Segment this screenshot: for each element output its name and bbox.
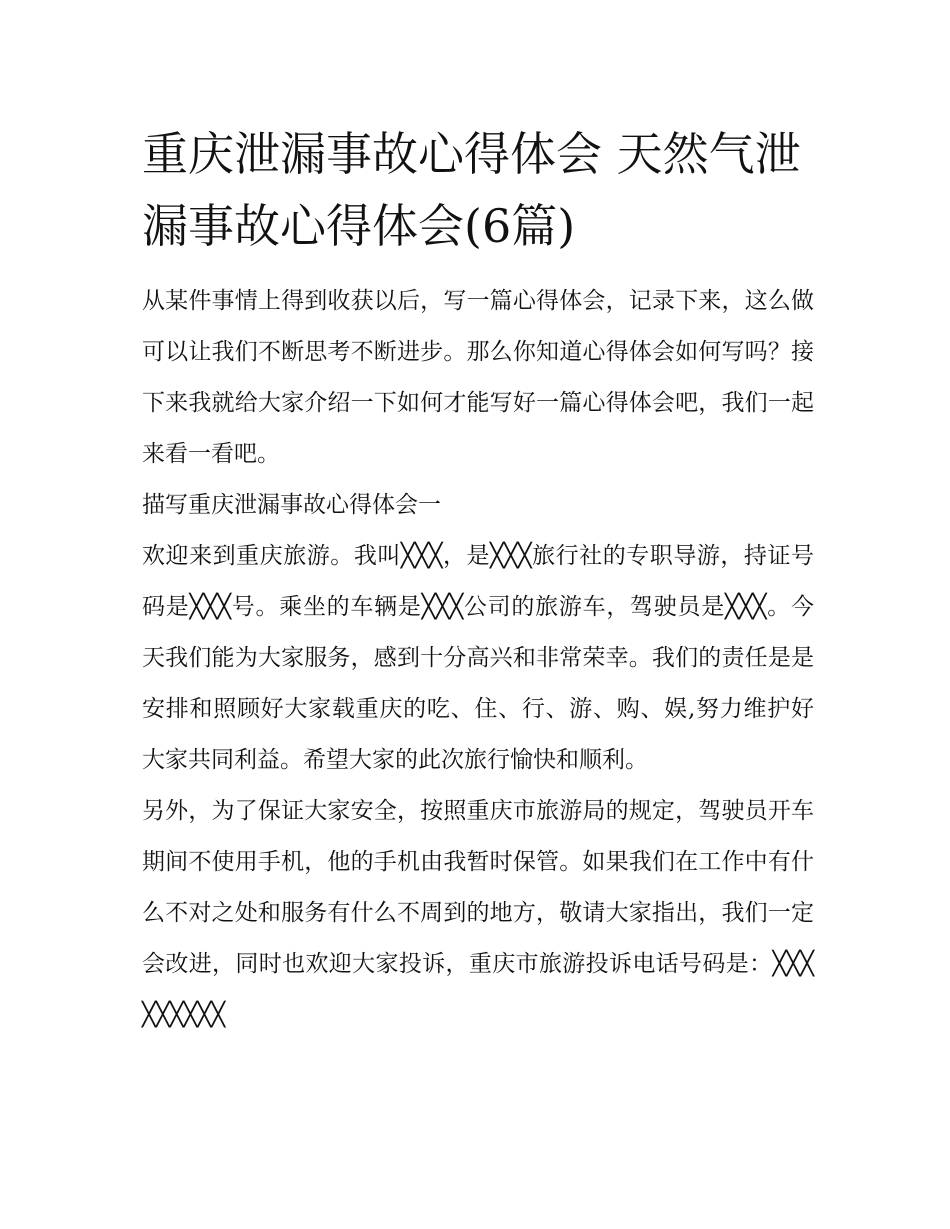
document-page xyxy=(142,118,814,1041)
body-paragraph-1: 欢迎来到重庆旅游。我叫╳╳╳，是╳╳╳旅行社的专职导游，持证号码是╳╳╳号。乘坐的车辆是╳╳╳公司的旅游车，驾驶员是╳╳╳。今天我们能为大家服务，感到十分高兴和非常荣幸。我们的责任是是安排和照顾好大家载重庆的吃、住、行、游、购、娱,努力维护好大家共同利益。希望大家的此次旅行愉快和顺利。 xyxy=(142,543,814,773)
body-paragraph-2: 另外，为了保证大家安全，按照重庆市旅游局的规定，驾驶员开车期间不使用手机，他的手机由我暂时保管。如果我们在工作中有什么不对之处和服务有什么不周到的地方，敬请大家指出，我们一定会改进，同时也欢迎大家投诉，重庆市旅游投诉电话号码是：╳╳╳╳╳╳╳╳╳ xyxy=(142,798,814,1028)
section-heading: 描写重庆泄漏事故心得体会一 xyxy=(142,492,441,518)
intro-paragraph: 从某件事情上得到收获以后，写一篇心得体会，记录下来，这么做可以让我们不断思考不断进步。那么你知道心得体会如何写吗？接下来我就给大家介绍一下如何才能写好一篇心得体会吧，我们一起来看一看吧。 xyxy=(142,288,814,467)
document-title: 重庆泄漏事故心得体会 天然气泄漏事故心得体会(6篇) xyxy=(142,127,801,253)
